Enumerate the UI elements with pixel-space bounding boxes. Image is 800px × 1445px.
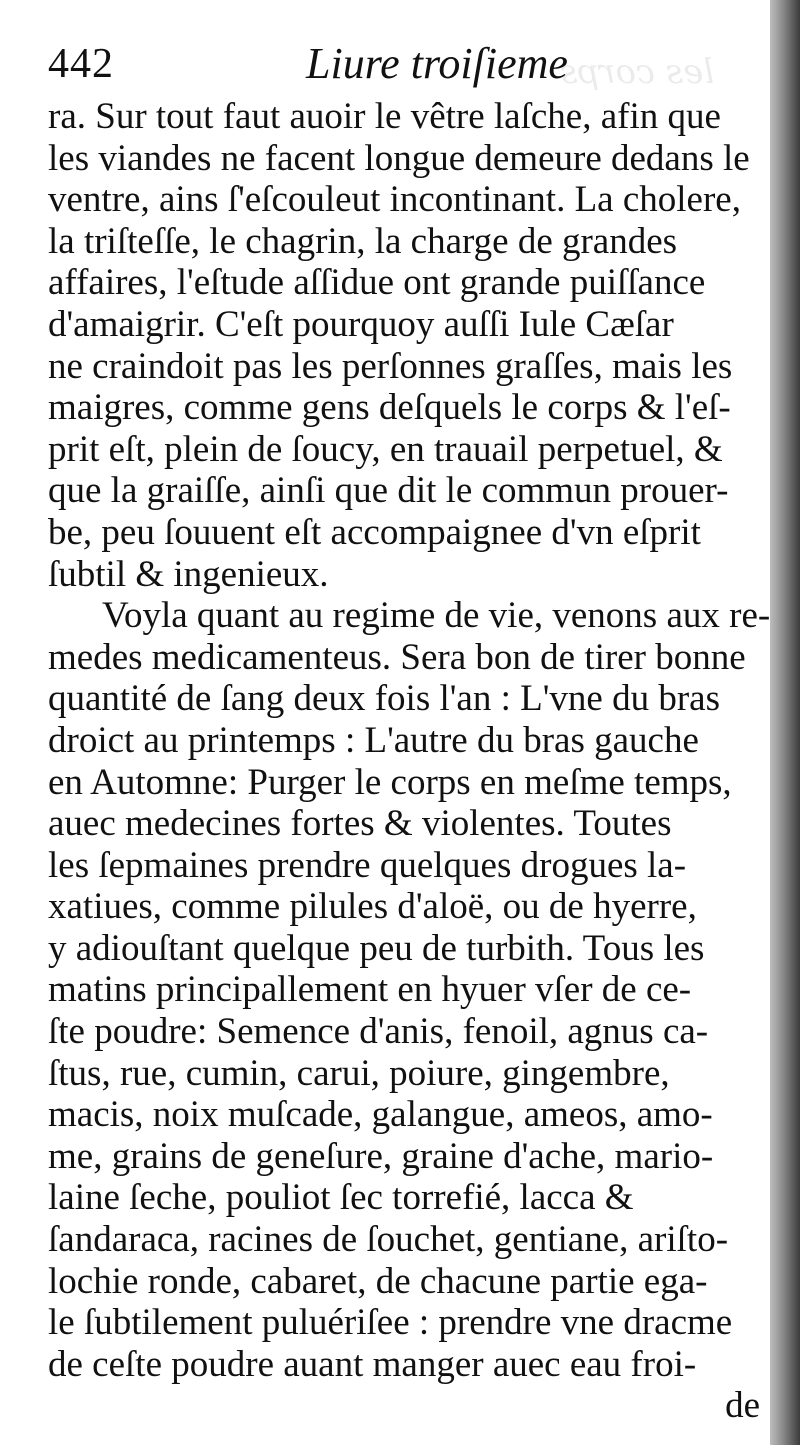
text-line: le ſubtilement puluériſee : prendre vne dracme <box>48 1302 733 1344</box>
text-line: me, grains de geneſure, graine d'ache, mario- <box>48 1135 714 1177</box>
catchword: de <box>725 1385 760 1427</box>
text-line: ra. Sur tout faut auoir le vêtre laſche, afin que <box>48 96 721 137</box>
text-line: medes medicamenteus. Sera bon de tirer bonne <box>48 636 746 678</box>
page-edge-shadow <box>770 0 800 1445</box>
text-line: en Automne: Purger le corps en meſme temps, <box>48 761 732 803</box>
text-line: de ceſte poudre auant manger auec eau froi- <box>48 1343 697 1385</box>
text-line: lochie ronde, cabaret, de chacune partie ega- <box>48 1260 708 1302</box>
text-line: ſte poudre: Semence d'anis, fenoil, agnus ca- <box>48 1011 709 1053</box>
text-line: matins principallement en hyuer vſer de ce- <box>48 969 692 1011</box>
text-line: quantité de ſang deux fois l'an : L'vne du bras <box>48 678 720 720</box>
text-line: ſandaraca, racines de ſouchet, gentiane, ariſto- <box>48 1219 729 1261</box>
body-text <box>48 96 770 1427</box>
page-number: 442 <box>48 41 114 87</box>
text-line: ventre, ains ſ'eſcouleut incontinant. La cholere, <box>48 179 741 221</box>
text-line: xatiues, comme pilules d'aloë, ou de hyerre, <box>48 886 697 928</box>
text-line: droict au printemps : L'autre du bras gauche <box>48 719 699 761</box>
text-line: be, peu ſouuent eſt accompaignee d'vn eſprit <box>48 511 701 553</box>
text-line: ſtus, rue, cumin, carui, poiure, gingembre, <box>48 1052 670 1094</box>
text-line: auec medecines fortes & violentes. Toutes <box>48 803 672 845</box>
text-line: ſubtil & ingenieux. <box>48 553 329 595</box>
text-line: y adiouſtant quelque peu de turbith. Tous les <box>48 927 705 969</box>
text-line: d'amaigrir. C'eſt pourquoy auſſi Iule Cæſar <box>48 303 674 345</box>
page-header <box>48 38 748 98</box>
text-line: les viandes ne facent longue demeure dedans le <box>48 137 750 179</box>
text-line: la triſteſſe, le chagrin, la charge de grandes <box>48 220 678 262</box>
text-line: ne craindoit pas les perſonnes graſſes, mais les <box>48 345 733 387</box>
text-line: macis, noix muſcade, galangue, ameos, amo- <box>48 1094 713 1136</box>
text-line: affaires, l'eſtude aſſidue ont grande puiſſance <box>48 262 706 304</box>
show-through-text: les corps <box>560 52 715 92</box>
paragraph-first-line: Voyla quant au regime de vie, venons aux re- <box>102 595 770 637</box>
running-title: Liure troiſieme <box>306 39 568 88</box>
text-line: les ſepmaines prendre quelques drogues la- <box>48 844 687 886</box>
text-line: laine ſeche, pouliot ſec torrefié, lacca & <box>48 1177 634 1219</box>
text-line: maigres, comme gens deſquels le corps & l'eſ- <box>48 387 731 429</box>
text-line: que la graiſſe, ainſi que dit le commun prouer- <box>48 470 729 512</box>
text-line: prit eſt, plein de ſoucy, en trauail perpetuel, & <box>48 428 723 470</box>
